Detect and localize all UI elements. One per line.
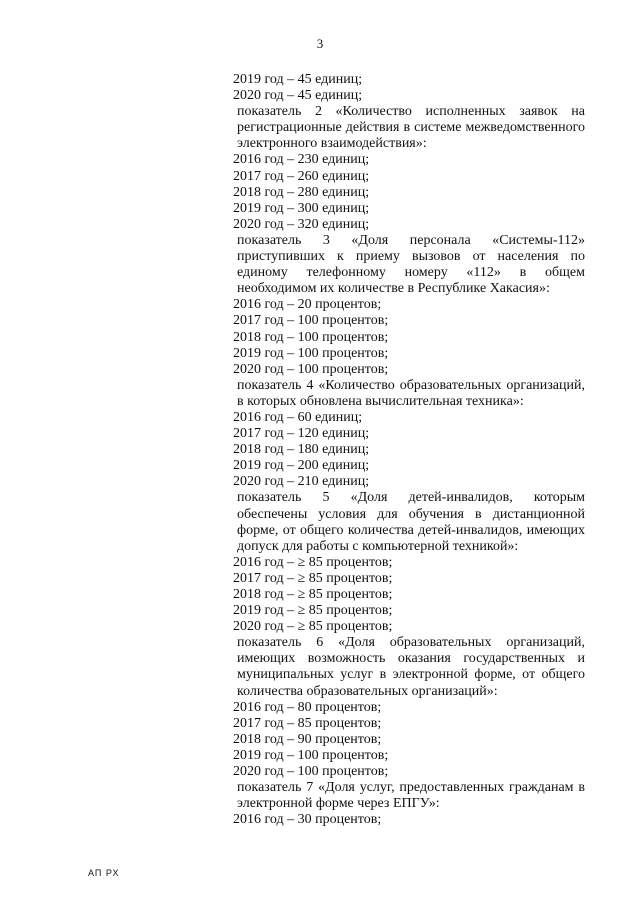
indicator-value-line: 2016 год – 30 процентов;	[233, 812, 382, 828]
indicator-value-line: 2020 год – 320 единиц;	[233, 216, 370, 232]
indicator-heading: показатель 4 «Количество образовательных организаций, в которых обновлена вычислительная техника»:	[237, 377, 585, 409]
indicator-value-line: 2020 год – 45 единиц;	[233, 88, 363, 104]
indicator-value-line: 2019 год – 45 единиц;	[233, 72, 363, 87]
indicator-value-line: 2018 год – 180 единиц;	[233, 442, 370, 458]
indicator-value-line: 2017 год – 100 процентов;	[233, 313, 389, 329]
indicator-value-line: 2016 год – 230 единиц;	[233, 152, 370, 168]
indicator-value-line: 2018 год – 90 процентов;	[233, 731, 382, 747]
document-body	[233, 72, 585, 828]
indicator-value-line: 2018 год – ≥ 85 процентов;	[233, 587, 393, 602]
indicator-value-line: 2016 год – 60 единиц;	[233, 409, 363, 425]
indicator-value-line: 2016 год – 20 процентов;	[233, 297, 382, 313]
indicator-value-line: 2017 год – 260 единиц;	[233, 168, 370, 184]
footer-mark: АП РХ	[88, 868, 120, 878]
indicator-value-line: 2019 год – 300 единиц;	[233, 200, 370, 216]
indicator-value-line: 2017 год – 85 процентов;	[233, 715, 382, 731]
indicator-heading: показатель 7 «Доля услуг, предоставленных гражданам в электронной форме через ЕПГУ»:	[237, 780, 585, 812]
indicator-value-line: 2019 год – 200 единиц;	[233, 458, 370, 474]
indicator-value-line: 2020 год – 100 процентов;	[233, 361, 389, 377]
indicator-value-line: 2016 год – 80 процентов;	[233, 699, 382, 715]
indicator-value-line: 2018 год – 100 процентов;	[233, 329, 389, 345]
indicator-value-line: 2017 год – ≥ 85 процентов;	[233, 570, 393, 586]
page-number: 3	[316, 36, 324, 51]
indicator-value-line: 2019 год – 100 процентов;	[233, 345, 389, 361]
indicator-value-line: 2017 год – 120 единиц;	[233, 426, 370, 442]
indicator-heading: показатель 3 «Доля персонала «Системы-112» приступивших к приему вызовов от населения по единому телефонному номеру «112» в общем необходимом их количестве в Республике Хакасия»:	[237, 232, 585, 297]
indicator-value-line: 2016 год – ≥ 85 процентов;	[233, 554, 393, 570]
indicator-value-line: 2018 год – 280 единиц;	[233, 184, 370, 200]
indicator-value-line: 2019 год – 100 процентов;	[233, 747, 389, 763]
indicator-value-line: 2020 год – 100 процентов;	[233, 764, 389, 780]
indicator-heading: показатель 6 «Доля образовательных организаций, имеющих возможность оказания государственных и муниципальных услуг в электронной форме, от общего количества образовательных организаций»:	[237, 635, 585, 699]
indicator-value-line: 2020 год – ≥ 85 процентов;	[233, 619, 393, 635]
indicator-value-line: 2020 год – 210 единиц;	[233, 474, 370, 490]
indicator-value-line: 2019 год – ≥ 85 процентов;	[233, 603, 393, 619]
indicator-heading: показатель 2 «Количество исполненных заявок на регистрационные действия в системе межведомственного электронного взаимодействия»:	[237, 104, 585, 152]
indicator-heading: показатель 5 «Доля детей-инвалидов, которым обеспечены условия для обучения в дистанционной форме, от общего количества детей-инвалидов, имеющих допуск для работы с компьютерной техникой»:	[237, 490, 585, 554]
